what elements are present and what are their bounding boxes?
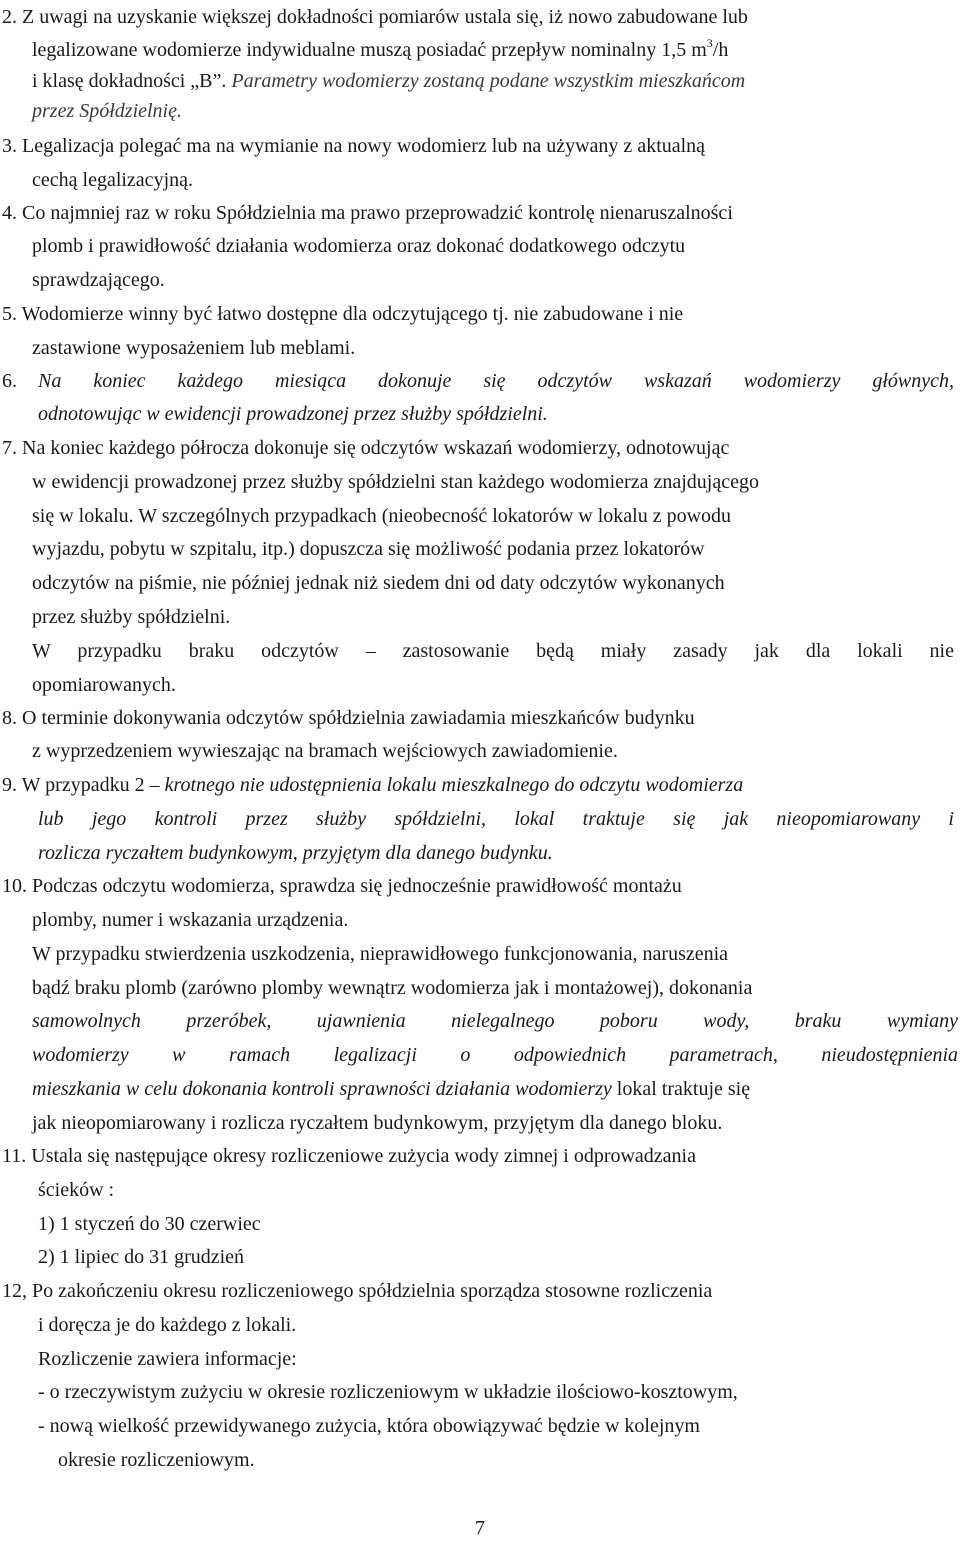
- item-11-line-1: 11. Ustala się następujące okresy rozliczeniowe zużycia wody zimnej i odprowadzania: [2, 1145, 696, 1167]
- item-2-line-3-italic: Parametry wodomierzy zostaną podane wszystkim mieszkańcom: [231, 70, 746, 92]
- item-9-line-3: rozlicza ryczałtem budynkowym, przyjętym dla danego budynku.: [38, 842, 553, 864]
- item-7-line-5: odczytów na piśmie, nie później jednak niż siedem dni od daty odczytów wykonanych: [32, 572, 725, 594]
- item-12-dash-2: - nową wielkość przewidywanego zużycia, która obowiązywać będzie w kolejnym: [38, 1415, 700, 1437]
- item-3-line-1: 3. Legalizacja polegać ma na wymianie na nowy wodomierz lub na używany z aktualną: [2, 135, 706, 157]
- item-11-line-2: ścieków :: [38, 1179, 115, 1201]
- item-6-line-2: odnotowując w ewidencji prowadzonej przez służby spółdzielni.: [38, 403, 548, 425]
- item-9-line-1-italic: krotnego nie udostępnienia lokalu mieszkalnego do odczytu wodomierza: [164, 774, 744, 796]
- item-7-line-4: wyjazdu, pobytu w szpitalu, itp.) dopuszcza się możliwość podania przez lokatorów: [32, 538, 705, 560]
- item-5-line-1: 5. Wodomierze winny być łatwo dostępne dla odczytującego tj. nie zabudowane i nie: [2, 303, 684, 325]
- item-12-dash-1: - o rzeczywistym zużyciu w okresie rozliczeniowym w układzie ilościowo-kosztowym,: [38, 1381, 738, 1403]
- item-7-line-7: W przypadku braku odczytów – zastosowanie będą miały zasady jak dla lokali nie: [32, 640, 954, 662]
- item-10-line-5: samowolnych przeróbek, ujawnienia nielegalnego poboru wody, braku wymiany: [32, 1010, 958, 1032]
- item-2-line-3-text: i klasę dokładności „B”.: [32, 70, 232, 92]
- item-2-line-2-text: legalizowane wodomierze indywidualne muszą posiadać przepływ nominalny 1,5 m: [32, 39, 707, 61]
- item-3-line-2: cechą legalizacyjną.: [32, 169, 193, 191]
- item-10-line-3: W przypadku stwierdzenia uszkodzenia, nieprawidłowego funkcjonowania, naruszenia: [32, 943, 729, 965]
- item-10-line-1: 10. Podczas odczytu wodomierza, sprawdza się jednocześnie prawidłowość montażu: [2, 875, 682, 897]
- period-1: 1) 1 styczeń do 30 czerwiec: [38, 1213, 261, 1235]
- item-2-line-3: [32, 69, 745, 93]
- item-7-line-8: opomiarowanych.: [32, 674, 176, 696]
- item-12-line-2: i doręcza je do każdego z lokali.: [38, 1314, 297, 1336]
- item-10-line-2: plomby, numer i wskazania urządzenia.: [32, 909, 349, 931]
- item-10-line-7: [32, 1077, 750, 1101]
- item-10-line-6: wodomierzy w ramach legalizacji o odpowiednich parametrach, nieudostępnienia: [32, 1044, 958, 1066]
- item-5-line-2: zastawione wyposażeniem lub meblami.: [32, 337, 356, 359]
- item-7-line-6: przez służby spółdzielni.: [32, 606, 231, 628]
- item-9-line-2: lub jego kontroli przez służby spółdzielni, lokal traktuje się jak nieopomiarowany i: [38, 808, 954, 830]
- item-9-line-1-text: 9. W przypadku 2 –: [2, 774, 165, 796]
- item-12-line-3: Rozliczenie zawiera informacje:: [38, 1348, 297, 1370]
- superscript-3: 3: [706, 36, 713, 50]
- item-8-line-1: 8. O terminie dokonywania odczytów spółdzielnia zawiadamia mieszkańców budynku: [2, 707, 695, 729]
- item-6-number: 6.: [2, 370, 17, 392]
- item-4-line-1: 4. Co najmniej raz w roku Spółdzielnia ma prawo przeprowadzić kontrolę nienaruszalności: [2, 202, 733, 224]
- period-2: 2) 1 lipiec do 31 grudzień: [38, 1246, 245, 1268]
- item-2-line-2-unit: /h: [712, 39, 729, 61]
- item-10-line-7-italic: mieszkania w celu dokonania kontroli sprawności działania wodomierzy: [32, 1078, 612, 1100]
- item-2-line-2: [32, 38, 728, 62]
- item-4-line-2: plomb i prawidłowość działania wodomierza oraz dokonać dodatkowego odczytu: [32, 235, 686, 257]
- item-2-line-1: 2. Z uwagi na uzyskanie większej dokładności pomiarów ustala się, iż nowo zabudowane lub: [2, 6, 748, 28]
- item-12-line-1: 12, Po zakończeniu okresu rozliczeniowego spółdzielnia sporządza stosowne rozliczenia: [2, 1280, 713, 1302]
- item-7-line-2: w ewidencji prowadzonej przez służby spółdzielni stan każdego wodomierza znajdującego: [32, 471, 759, 493]
- item-12-dash-2-cont: okresie rozliczeniowym.: [58, 1449, 255, 1471]
- item-7-line-1: 7. Na koniec każdego półrocza dokonuje się odczytów wskazań wodomierzy, odnotowując: [2, 437, 730, 459]
- item-2-line-4: przez Spółdzielnię.: [32, 100, 182, 122]
- item-6-line-1: Na koniec każdego miesiąca dokonuje się odczytów wskazań wodomierzy głównych,: [38, 370, 954, 392]
- item-10-line-7-text: lokal traktuje się: [611, 1078, 751, 1100]
- item-7-line-3: się w lokalu. W szczególnych przypadkach (nieobecność lokatorów w lokalu z powodu: [32, 505, 732, 527]
- item-10-line-8: jak nieopomiarowany i rozlicza ryczałtem budynkowym, przyjętym dla danego bloku.: [32, 1112, 723, 1134]
- item-8-line-2: z wyprzedzeniem wywieszając na bramach wejściowych zawiadomienie.: [32, 740, 618, 762]
- item-10-line-4: bądź braku plomb (zarówno plomby wewnątrz wodomierza jak i montażowej), dokonania: [32, 977, 753, 999]
- page-number: 7: [475, 1517, 485, 1539]
- item-4-line-3: sprawdzającego.: [32, 269, 165, 291]
- item-9-line-1: [2, 773, 743, 797]
